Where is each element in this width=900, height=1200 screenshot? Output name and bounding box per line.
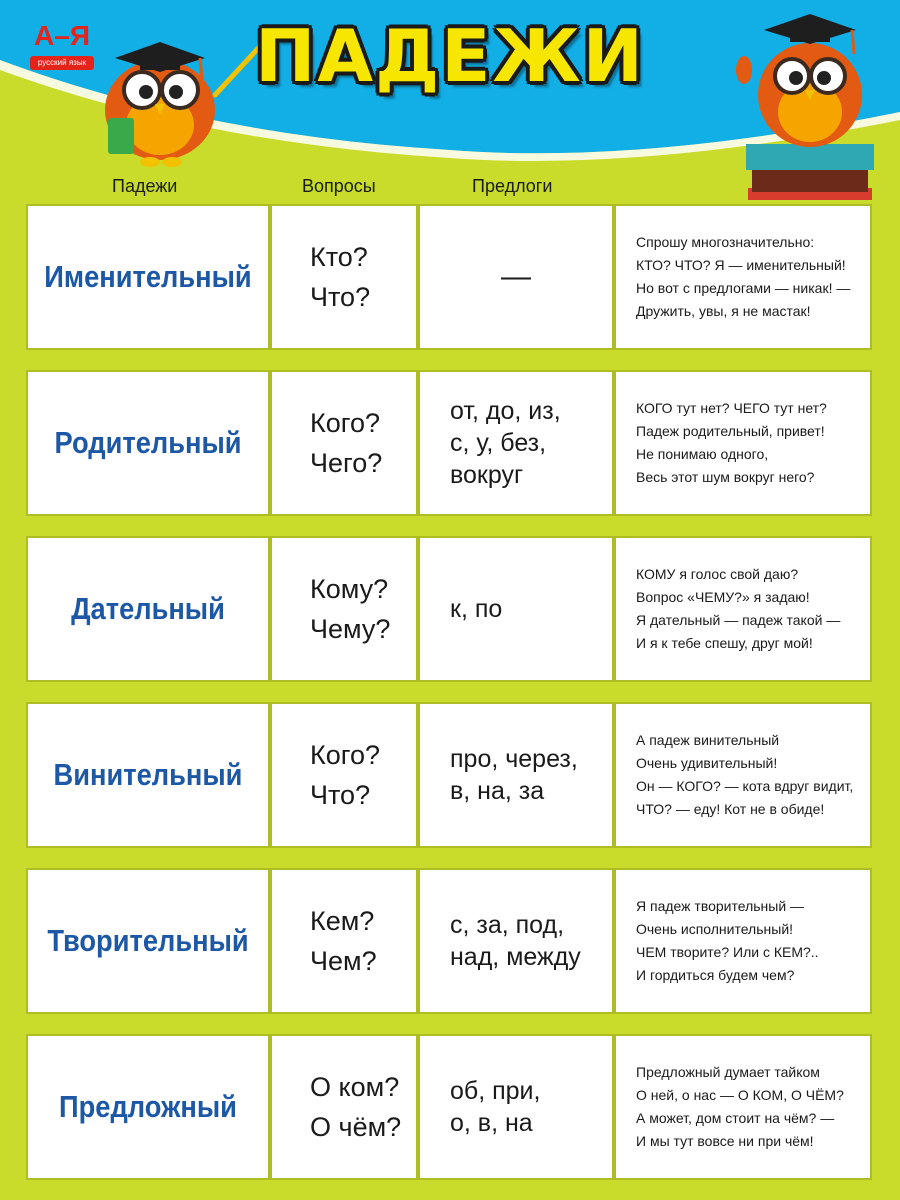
verse-line: Вопрос «ЧЕМУ?» я задаю! bbox=[636, 589, 810, 605]
verse-line: Он — КОГО? — кота вдруг видит, bbox=[636, 778, 854, 794]
question: О чём? bbox=[310, 1112, 402, 1142]
case-name: Винительный bbox=[53, 757, 243, 792]
preposition-line: вокруг bbox=[450, 461, 524, 489]
case-cell bbox=[26, 868, 270, 1014]
preposition-line: к, по bbox=[450, 595, 503, 623]
table-row bbox=[26, 868, 874, 1018]
verse-cell bbox=[614, 536, 872, 682]
verse-line: Падеж родительный, привет! bbox=[636, 423, 825, 439]
logo-main: А–Я bbox=[34, 20, 90, 51]
preposition-line: — bbox=[501, 260, 531, 293]
case-name: Дательный bbox=[71, 591, 225, 626]
verse-line: И я к тебе спешу, друг мой! bbox=[636, 635, 813, 651]
verse-line: Очень исполнительный! bbox=[636, 921, 794, 937]
verse-line: Весь этот шум вокруг него? bbox=[636, 469, 815, 485]
case-cell bbox=[26, 1034, 270, 1180]
question: О ком? bbox=[310, 1072, 400, 1102]
prepositions-cell bbox=[418, 204, 614, 350]
question: Чего? bbox=[310, 448, 383, 478]
preposition-line: над, между bbox=[450, 943, 581, 971]
prepositions-cell bbox=[418, 702, 614, 848]
verse-line: Предложный думает тайком bbox=[636, 1064, 820, 1080]
verse-line: КОМУ я голос свой даю? bbox=[636, 566, 799, 582]
preposition-line: о, в, на bbox=[450, 1109, 533, 1137]
questions-cell bbox=[270, 702, 418, 848]
verse-line: Спрошу многозначительно: bbox=[636, 234, 815, 250]
verse-line: Но вот с предлогами — никак! — bbox=[636, 280, 851, 296]
questions-cell bbox=[270, 868, 418, 1014]
case-cell bbox=[26, 536, 270, 682]
verse-line: КТО? ЧТО? Я — именительный! bbox=[636, 257, 846, 273]
verse-cell bbox=[614, 702, 872, 848]
verse-line: Не понимаю одного, bbox=[636, 446, 769, 462]
verse-line: КОГО тут нет? ЧЕГО тут нет? bbox=[636, 400, 827, 416]
question: Кого? bbox=[310, 740, 381, 770]
verse-line: И мы тут вовсе ни при чём! bbox=[636, 1133, 814, 1149]
verse-line: Я падеж творительный — bbox=[636, 898, 805, 914]
case-cell bbox=[26, 204, 270, 350]
preposition-line: про, через, bbox=[450, 745, 578, 773]
table-row bbox=[26, 370, 874, 520]
column-header-cases: Падежи bbox=[112, 176, 178, 196]
case-name: Творительный bbox=[47, 923, 249, 958]
verse-line: ЧЕМ творите? Или с КЕМ?.. bbox=[636, 944, 819, 960]
table-row bbox=[26, 204, 874, 354]
case-name: Предложный bbox=[59, 1089, 237, 1124]
verse-cell bbox=[614, 868, 872, 1014]
question: Кому? bbox=[310, 574, 389, 604]
verse-cell bbox=[614, 370, 872, 516]
question: Кем? bbox=[310, 906, 375, 936]
verse-line: И гордиться будем чем? bbox=[636, 967, 795, 983]
table-row bbox=[26, 1034, 874, 1184]
prepositions-cell bbox=[418, 370, 614, 516]
verse-line: Очень удивительный! bbox=[636, 755, 778, 771]
verse-line: А падеж винительный bbox=[636, 732, 780, 748]
column-header-prepositions: Предлоги bbox=[472, 176, 553, 196]
question: Что? bbox=[310, 780, 371, 810]
verse-cell bbox=[614, 204, 872, 350]
questions-cell bbox=[270, 1034, 418, 1180]
question: Что? bbox=[310, 282, 371, 312]
column-header-questions: Вопросы bbox=[302, 176, 376, 196]
case-cell bbox=[26, 702, 270, 848]
table-row bbox=[26, 536, 874, 686]
prepositions-cell bbox=[418, 1034, 614, 1180]
preposition-line: с, за, под, bbox=[450, 911, 565, 939]
questions-cell bbox=[270, 536, 418, 682]
page-title: ПАДЕЖИ bbox=[255, 14, 645, 98]
header bbox=[0, 0, 900, 200]
verse-line: А может, дом стоит на чём? — bbox=[636, 1110, 835, 1126]
verse-line: Дружить, увы, я не мастак! bbox=[636, 303, 811, 319]
questions-cell bbox=[270, 204, 418, 350]
preposition-line: об, при, bbox=[450, 1077, 541, 1105]
prepositions-cell bbox=[418, 536, 614, 682]
case-name: Родительный bbox=[54, 425, 242, 460]
case-cell bbox=[26, 370, 270, 516]
case-name: Именительный bbox=[44, 259, 252, 294]
verse-cell bbox=[614, 1034, 872, 1180]
verse-line: О ней, о нас — О КОМ, О ЧЁМ? bbox=[636, 1087, 844, 1103]
question: Чему? bbox=[310, 614, 391, 644]
table-row bbox=[26, 702, 874, 852]
preposition-line: от, до, из, bbox=[450, 397, 561, 425]
preposition-line: с, у, без, bbox=[450, 429, 547, 457]
verse-line: ЧТО? — еду! Кот не в обиде! bbox=[636, 801, 825, 817]
questions-cell bbox=[270, 370, 418, 516]
question: Кого? bbox=[310, 408, 381, 438]
question: Чем? bbox=[310, 946, 377, 976]
prepositions-cell bbox=[418, 868, 614, 1014]
logo-subtitle: русский язык bbox=[30, 56, 94, 70]
question: Кто? bbox=[310, 242, 368, 272]
verse-line: Я дательный — падеж такой — bbox=[636, 612, 841, 628]
preposition-line: в, на, за bbox=[450, 777, 545, 805]
